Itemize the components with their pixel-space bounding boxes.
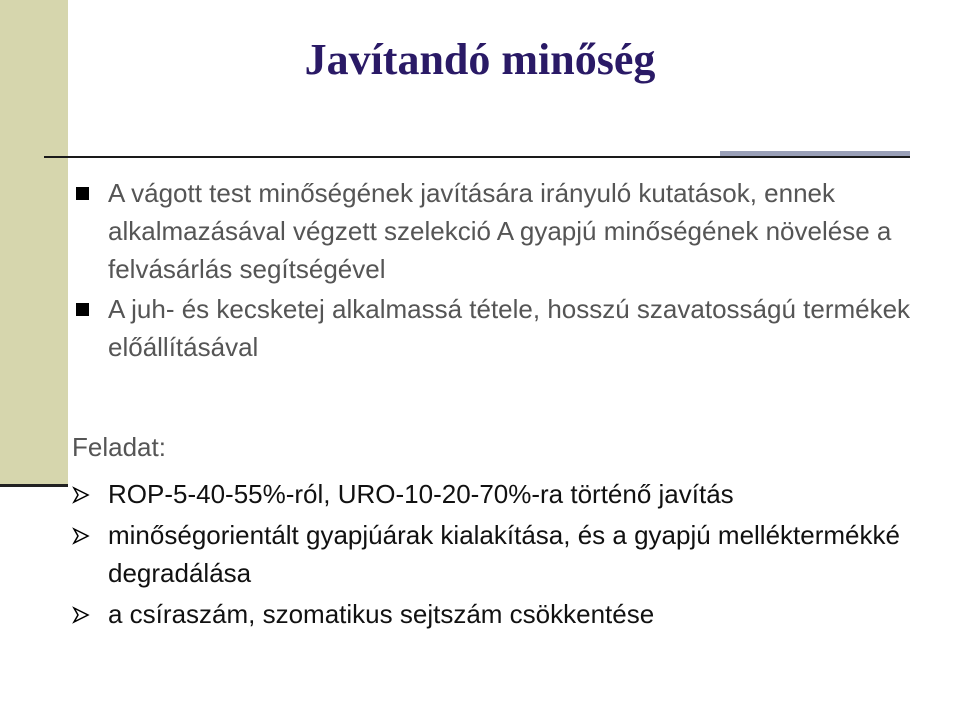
square-bullet-icon (76, 303, 89, 316)
title-divider (44, 156, 910, 158)
bullet-text: A juh- és kecsketej alkalmassá tétele, hosszú szavatosságú termékek előállításával (108, 294, 911, 362)
task-divider (0, 484, 68, 487)
bullet-text: A vágott test minőségének javítására irányuló kutatások, ennek alkalmazásával végzett szelekció A gyapjú minőségének növelése a felvásárlás segítségével (108, 178, 892, 284)
task-heading: Feladat: (72, 432, 166, 462)
task-text: minőségorientált gyapjúárak kialakítása, és a gyapjú melléktermékké degradálása (108, 520, 900, 588)
task-item (72, 516, 932, 592)
bullet-item (72, 290, 932, 366)
bullet-list (72, 174, 932, 366)
task-text: a csíraszám, szomatikus sejtszám csökkentése (108, 599, 655, 629)
arrow-bullet-icon (72, 527, 90, 545)
arrow-bullet-icon (72, 486, 90, 504)
task-text: ROP-5-40-55%-ról, URO-10-20-70%-ra történő javítás (108, 479, 734, 509)
bullet-item (72, 174, 932, 288)
slide-title: Javítandó minőség (304, 35, 656, 84)
arrow-bullet-icon (72, 606, 90, 624)
task-list (72, 475, 932, 633)
task-item (72, 595, 932, 633)
title-divider-accent (720, 151, 910, 156)
task-item (72, 475, 932, 513)
square-bullet-icon (76, 187, 89, 200)
